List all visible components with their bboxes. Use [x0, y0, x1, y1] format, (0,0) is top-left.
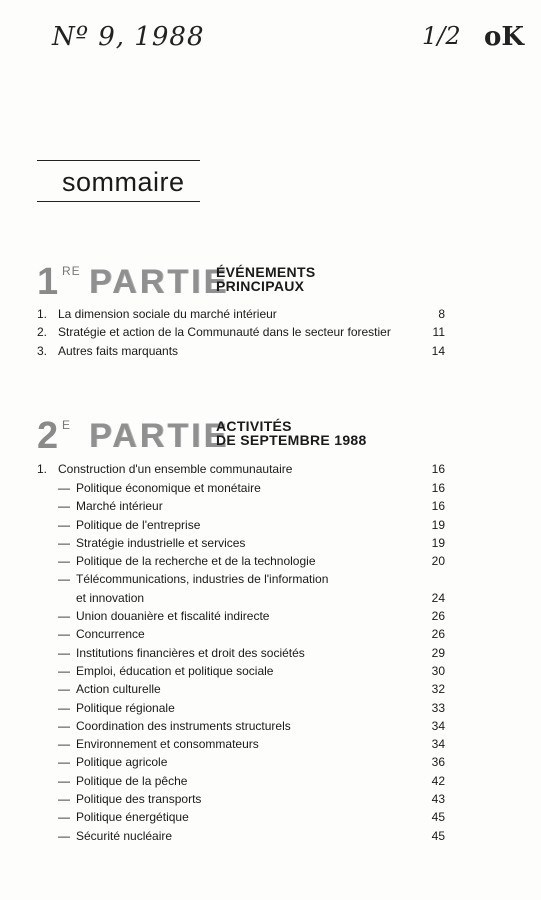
toc-dash: — — [58, 700, 70, 715]
toc-dash: — — [58, 755, 70, 770]
toc-dash: — — [58, 627, 70, 642]
toc-entry-number: 3. — [37, 343, 48, 358]
toc-subentry — [37, 808, 445, 826]
toc-dash: — — [58, 481, 70, 495]
toc-entry-page: 24 — [431, 590, 445, 605]
toc-entry-page: 45 — [431, 828, 445, 843]
toc-entry-label: Sécurité nucléaire — [76, 828, 173, 843]
part2-subtitle-line2: DE SEPTEMBRE 1988 — [216, 432, 367, 448]
toc-dash: — — [58, 535, 70, 550]
toc-entry-page: 30 — [431, 663, 445, 678]
toc-dash: — — [58, 828, 70, 843]
part2-main-entry — [37, 460, 445, 478]
toc-entry-label-continued: et innovation — [76, 590, 145, 605]
toc-subentry — [37, 644, 445, 662]
part1-number: 1 — [37, 261, 58, 303]
toc-entry-page: 26 — [431, 609, 445, 624]
toc-entry-label: Politique énergétique — [76, 810, 189, 825]
toc-dash: — — [58, 810, 70, 825]
toc-dash: — — [58, 499, 70, 514]
toc-entry — [37, 460, 445, 478]
toc-entry-label: Politique des transports — [76, 792, 202, 807]
toc-entry-label: Politique de la recherche et de la technologie — [76, 554, 316, 569]
toc-entry-label: Politique régionale — [76, 700, 175, 715]
toc-entry-label: Politique de l'entreprise — [76, 517, 201, 532]
toc-entry-label: Environnement et consommateurs — [76, 737, 259, 752]
toc-entry-page: 14 — [431, 343, 445, 358]
toc-entry-label: Coordination des instruments structurels — [76, 718, 291, 733]
part1-subtitle-line2: PRINCIPAUX — [216, 278, 305, 294]
toc-entry-label: Action culturelle — [76, 682, 161, 697]
toc-subentry — [37, 735, 445, 753]
toc-subentry — [37, 552, 445, 570]
page-title: sommaire — [62, 167, 185, 197]
toc-entry-page: 32 — [431, 682, 445, 697]
part2-contents-list — [37, 479, 445, 845]
toc-dash: — — [58, 737, 70, 752]
toc-subentry — [37, 534, 445, 552]
toc-entry — [37, 305, 445, 323]
toc-entry-page: 19 — [431, 517, 445, 532]
toc-entry-number: 1. — [37, 462, 48, 476]
toc-entry-label: Politique de la pêche — [76, 773, 188, 788]
handwritten-fraction-note: 1/2 — [422, 22, 461, 50]
toc-subentry — [37, 753, 445, 771]
toc-entry-number: 1. — [37, 307, 48, 321]
toc-dash: — — [58, 773, 70, 788]
handwritten-ok-note: oK — [484, 22, 524, 52]
toc-entry-label: Concurrence — [76, 627, 145, 642]
toc-entry-number: 2. — [37, 325, 48, 340]
toc-subentry — [37, 717, 445, 735]
toc-entry-page: 16 — [431, 462, 445, 476]
part2-word: PARTIE — [89, 417, 230, 455]
toc-dash: — — [58, 609, 70, 624]
toc-entry-page: 8 — [438, 307, 445, 321]
toc-entry-page: 16 — [431, 481, 445, 495]
toc-subentry — [37, 662, 445, 680]
toc-subentry — [37, 479, 445, 497]
toc-dash: — — [58, 572, 70, 587]
toc-entry — [37, 323, 445, 341]
toc-entry-page: 34 — [431, 737, 445, 752]
part2-superscript: E — [62, 418, 72, 432]
toc-entry-page: 19 — [431, 535, 445, 550]
toc-entry-label: Marché intérieur — [76, 499, 163, 514]
toc-subentry — [37, 625, 445, 643]
toc-entry-label: Construction d'un ensemble communautaire — [58, 462, 293, 476]
toc-entry-label: Stratégie et action de la Communauté dans le secteur forestier — [58, 325, 391, 340]
toc-dash: — — [58, 645, 70, 660]
part1-word: PARTIE — [89, 263, 230, 301]
toc-entry-page: 11 — [432, 325, 445, 340]
toc-subentry — [37, 516, 445, 534]
toc-subentry — [37, 680, 445, 698]
toc-entry-page: 33 — [431, 700, 445, 715]
handwritten-issue-note: Nº 9, 1988 — [52, 22, 205, 52]
toc-entry-label: Politique agricole — [76, 755, 168, 770]
toc-entry-page: 16 — [431, 499, 445, 514]
toc-entry-page: 36 — [431, 755, 445, 770]
toc-entry-label: Politique économique et monétaire — [76, 481, 261, 495]
toc-entry-page: 42 — [431, 773, 445, 788]
part1-contents-list — [37, 305, 445, 360]
toc-dash: — — [58, 792, 70, 807]
toc-subentry — [37, 699, 445, 717]
part2-subtitle-line1: ACTIVITÉS — [216, 418, 292, 434]
toc-entry-label: Stratégie industrielle et services — [76, 535, 246, 550]
toc-dash: — — [58, 718, 70, 733]
toc-subentry — [37, 570, 445, 607]
toc-entry-label: Autres faits marquants — [58, 343, 179, 358]
toc-entry-label: Télécommunications, industries de l'information — [76, 572, 329, 587]
title-rule-top — [37, 160, 200, 161]
toc-entry-page: 43 — [431, 792, 445, 807]
toc-dash: — — [58, 663, 70, 678]
part1-subtitle-line1: ÉVÉNEMENTS — [216, 264, 316, 280]
toc-subentry — [37, 790, 445, 808]
part1-subtitle — [216, 265, 315, 293]
toc-entry — [37, 342, 445, 360]
part2-subtitle — [216, 419, 367, 447]
toc-dash: — — [58, 554, 70, 569]
toc-subentry — [37, 497, 445, 515]
toc-entry-label: Union douanière et fiscalité indirecte — [76, 609, 270, 624]
toc-dash: — — [58, 517, 70, 532]
toc-subentry — [37, 827, 445, 845]
toc-entry-page: 34 — [431, 718, 445, 733]
toc-entry-page: 29 — [431, 645, 445, 660]
toc-entry-page: 26 — [431, 627, 445, 642]
toc-entry-page: 45 — [431, 810, 445, 825]
toc-entry-label: Emploi, éducation et politique sociale — [76, 663, 274, 678]
part1-superscript: RE — [62, 264, 81, 278]
toc-dash: — — [58, 682, 70, 697]
toc-entry-page: 20 — [431, 554, 445, 569]
toc-entry-label: Institutions financières et droit des sociétés — [76, 645, 305, 660]
part2-number: 2 — [37, 415, 58, 457]
toc-entry-label: La dimension sociale du marché intérieur — [58, 307, 277, 321]
toc-subentry — [37, 607, 445, 625]
toc-subentry — [37, 772, 445, 790]
title-rule-bottom — [37, 201, 200, 202]
